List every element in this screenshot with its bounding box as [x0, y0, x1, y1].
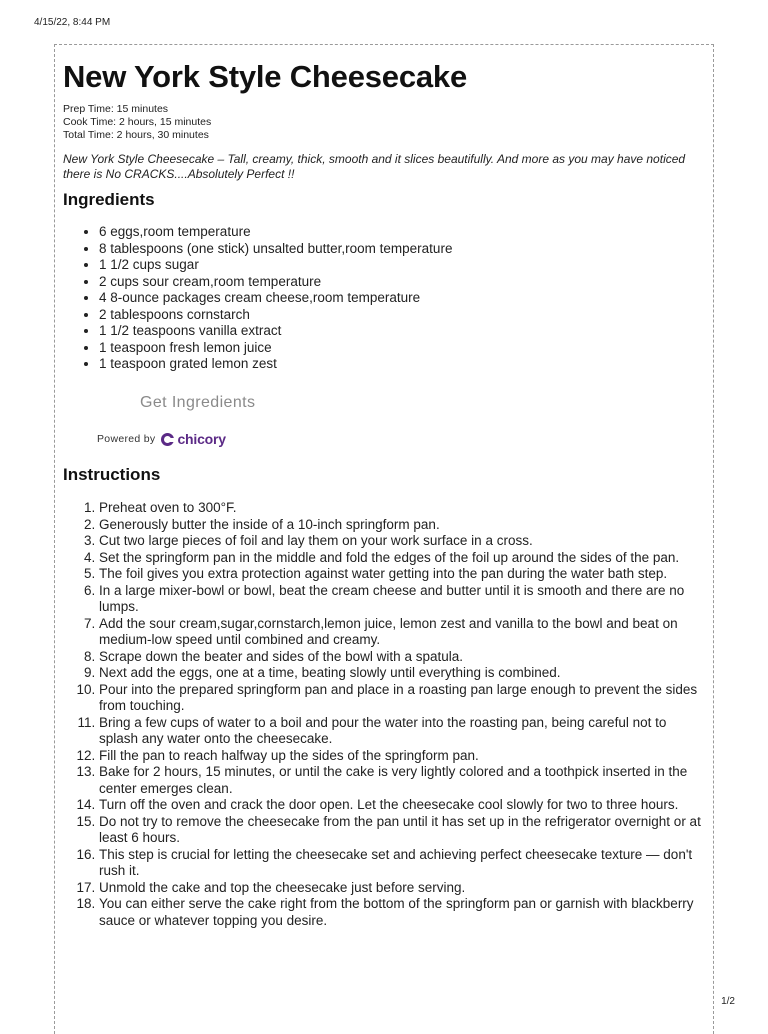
instruction-step: 2. Generously butter the inside of a 10-inch springform pan.: [99, 517, 703, 534]
recipe-summary: New York Style Cheesecake – Tall, creamy, thick, smooth and it slices beautifully. And more as you may have noticed there is No CRACKS....Absolutely Perfect !!: [63, 152, 686, 181]
recipe-times: [63, 103, 211, 142]
instruction-step: 5. The foil gives you extra protection against water getting into the pan during the water bath step.: [99, 566, 703, 583]
instruction-step: 18. You can either serve the cake right from the bottom of the springform pan or garnish with blackberry sauce or whatever topping you desire.: [99, 896, 703, 929]
chicory-brand-name: chicory: [177, 431, 226, 447]
recipe-title: New York Style Cheesecake: [63, 59, 467, 94]
instruction-step: 9. Next add the eggs, one at a time, beating slowly until everything is combined.: [99, 665, 703, 682]
instruction-step: 7. Add the sour cream,sugar,cornstarch,lemon juice, lemon zest and vanilla to the bowl and beat on medium-low speed until combined and creamy.: [99, 616, 703, 649]
get-ingredients-button[interactable]: Get Ingredients: [140, 394, 256, 411]
ingredient-item: • 1 teaspoon fresh lemon juice: [99, 340, 452, 357]
instruction-step: 16. This step is crucial for letting the cheesecake set and achieving perfect cheesecake texture — don't rush it.: [99, 847, 703, 880]
instruction-step: 14. Turn off the oven and crack the door open. Let the cheesecake cool slowly for two to three hours.: [99, 797, 703, 814]
ingredient-item: • 1 teaspoon grated lemon zest: [99, 356, 452, 373]
prep-time: Prep Time: 15 minutes: [63, 103, 169, 115]
ingredient-item: • 1 1/2 teaspoons vanilla extract: [99, 323, 452, 340]
instruction-step: 8. Scrape down the beater and sides of the bowl with a spatula.: [99, 649, 703, 666]
ingredient-item: • 4 8-ounce packages cream cheese,room temperature: [99, 290, 452, 307]
instruction-step: 13. Bake for 2 hours, 15 minutes, or until the cake is very lightly colored and a toothpick inserted in the center emerges clean.: [99, 764, 703, 797]
instruction-step: 12. Fill the pan to reach halfway up the sides of the springform pan.: [99, 748, 703, 765]
ingredients-list: [63, 224, 452, 373]
instruction-step: 4. Set the springform pan in the middle and fold the edges of the foil up around the sides of the pan.: [99, 550, 703, 567]
print-timestamp: 4/15/22, 8:44 PM: [34, 17, 111, 28]
powered-by-label: Powered by: [97, 433, 156, 445]
instruction-step: 10. Pour into the prepared springform pan and place in a roasting pan large enough to prevent the sides from touching.: [99, 682, 703, 715]
instruction-step: 17. Unmold the cake and top the cheesecake just before serving.: [99, 880, 703, 897]
instruction-step: 1. Preheat oven to 300°F.: [99, 500, 703, 517]
ingredient-item: • 1 1/2 cups sugar: [99, 257, 452, 274]
instructions-heading: Instructions: [63, 465, 161, 484]
ingredient-item: • 2 cups sour cream,room temperature: [99, 274, 452, 291]
instruction-step: 3. Cut two large pieces of foil and lay them on your work surface in a cross.: [99, 533, 703, 550]
instruction-step: 15. Do not try to remove the cheesecake from the pan until it has set up in the refrigerator overnight or at least 6 hours.: [99, 814, 703, 847]
recipe-card: [54, 44, 714, 1034]
powered-by-chicory[interactable]: [97, 431, 226, 447]
chicory-logo: [161, 431, 225, 447]
page-number: 1/2: [721, 996, 735, 1007]
cook-time: Cook Time: 2 hours, 15 minutes: [63, 116, 212, 128]
ingredient-item: • 6 eggs,room temperature: [99, 224, 452, 241]
ingredients-heading: Ingredients: [63, 190, 155, 209]
instruction-step: 6. In a large mixer-bowl or bowl, beat the cream cheese and butter until it is smooth and there are no lumps.: [99, 583, 703, 616]
ingredient-item: • 2 tablespoons cornstarch: [99, 307, 452, 324]
ingredient-item: • 8 tablespoons (one stick) unsalted butter,room temperature: [99, 241, 452, 258]
total-time: Total Time: 2 hours, 30 minutes: [63, 129, 209, 141]
instructions-list: [63, 500, 703, 929]
instruction-step: 11. Bring a few cups of water to a boil and pour the water into the roasting pan, being careful not to splash any water onto the cheesecake.: [99, 715, 703, 748]
chicory-logo-icon: [161, 433, 174, 446]
